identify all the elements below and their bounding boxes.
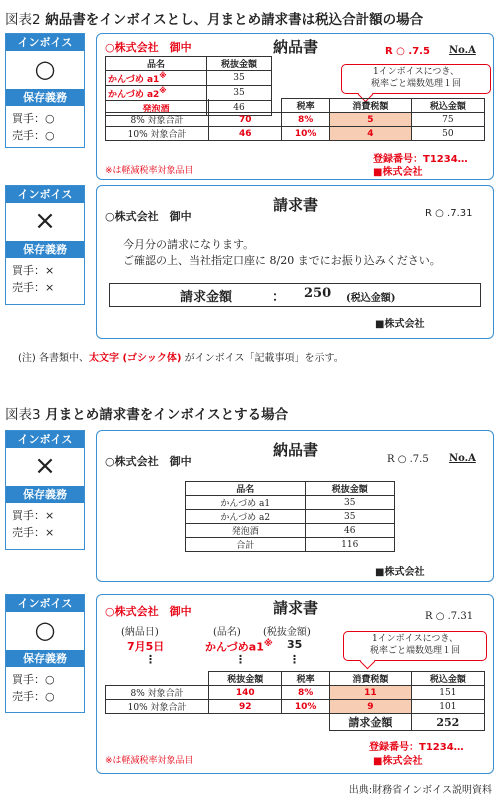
fig3-monthly-invoice: ○株式会社 御中 請求書 R ○ .7.31 (納品日) (品名) (税抜金額) 7月5日 かんづめa1※ 35 ⋮ ⋮ ⋮ 1インボイスにつき、 税率ごと端数処理１回 税抜金額 税率 消費税額 税込金額 8% 対象合計 140 8% 11 151 10% 対象合計 92 10% 9 101 請求金額 252 登録番号：T1234… ※は軽減税率対象品目 ■株式会社 xyxy=(96,594,494,774)
delivery-date: 7月5日 xyxy=(127,640,165,653)
addressee: ○株式会社 御中 xyxy=(105,41,192,54)
fig2-invoice-status-box: インボイス × 保存義務 買手：× 売手：× xyxy=(5,185,85,305)
doc-date: R ○ .7.5 xyxy=(387,454,429,465)
fig3-delivery-note xyxy=(96,430,494,582)
fig2-title: 図表2 納品書をインボイスとし、月まとめ請求書は税込合計額の場合 xyxy=(5,12,424,28)
fig2-remark: (注) 各書類中、太文字 (ゴシック体) がインボイス「記載事項」を示す。 xyxy=(18,353,344,364)
table-row: 10% 対象合計 46 10% 4 50 xyxy=(106,127,485,141)
source-credit: 出典:財務省インボイス説明資料 xyxy=(348,785,492,796)
fig2-delivery-status-box: インボイス ○ 保存義務 買手：○ 売手：○ xyxy=(5,33,85,148)
fig3-invoice-status-box: インボイス ○ 保存義務 買手：○ 売手：○ xyxy=(5,594,85,713)
doc-date: R ○ .7.31 xyxy=(425,208,473,219)
circle-mark: ○ xyxy=(34,55,56,83)
table-row: 発泡酒 46 xyxy=(106,101,272,116)
addressee: ○株式会社 御中 xyxy=(105,210,192,223)
doc-title: 請求書 xyxy=(273,196,319,214)
cross-mark: × xyxy=(34,451,56,481)
table-row: 発泡酒 46 xyxy=(186,524,395,538)
rounding-callout: 1インボイスにつき、 税率ごと端数処理１回 xyxy=(341,64,491,94)
table-row: 8% 対象合計 70 8% 5 75 xyxy=(106,113,485,127)
footnote: ※は軽減税率対象品目 xyxy=(105,756,194,766)
invoice-message-1: 今月分の請求になります。 xyxy=(123,238,255,251)
doc-date: R ○ .7.31 xyxy=(425,611,474,622)
item-name: かんづめa1※ xyxy=(205,638,273,654)
item-table: 品名 税抜金額 かんづめ a1 35 かんづめ a2 35 発泡酒 46 合計 116 xyxy=(185,481,395,552)
rounding-callout: 1インボイスにつき、 税率ごと端数処理１回 xyxy=(343,631,487,661)
doc-number: No.A xyxy=(449,453,476,464)
fig2-monthly-invoice xyxy=(96,185,494,339)
tax-summary-table: 税率 消費税額 税込金額 8% 対象合計 70 8% 5 75 10% 対象合計 46 10% 4 50 xyxy=(105,98,485,141)
issuer: ■株式会社 xyxy=(373,756,423,767)
fig3-title: 図表3 月まとめ請求書をインボイスとする場合 xyxy=(5,407,289,423)
total-label: 請求金額 xyxy=(329,714,411,731)
circle-mark: ○ xyxy=(34,616,56,644)
table-row: かんづめ a1※ 35 xyxy=(106,71,272,86)
addressee: ○株式会社 御中 xyxy=(105,605,192,618)
issuer: ■株式会社 xyxy=(375,319,425,330)
fig3-delivery-status-box: インボイス × 保存義務 買手：× 売手：× xyxy=(5,430,85,550)
table-row: 10% 対象合計 92 10% 9 101 xyxy=(106,700,485,714)
table-row: かんづめ a2※ 35 xyxy=(106,86,272,101)
doc-title: 納品書 xyxy=(273,38,319,56)
footnote: ※は軽減税率対象品目 xyxy=(105,166,194,176)
total-value: 252 xyxy=(411,714,484,731)
table-row: かんづめ a1 35 xyxy=(186,496,395,510)
invoice-amount-box: 請求金額 ： 250 (税込金額) xyxy=(109,283,481,307)
doc-title: 請求書 xyxy=(273,599,319,617)
addressee: ○株式会社 御中 xyxy=(105,455,192,468)
issuer: ■株式会社 xyxy=(373,167,423,178)
table-row: 合計 116 xyxy=(186,538,395,552)
table-row: かんづめ a2 35 xyxy=(186,510,395,524)
registration-number: 登録番号：T1234… xyxy=(369,742,464,753)
fig2-delivery-note xyxy=(96,33,494,180)
invoice-message-2: ご確認の上、当社指定口座に 8/20 までにお振り込みください。 xyxy=(123,254,441,267)
doc-number: No.A xyxy=(449,45,476,56)
tax-summary-table: 税抜金額 税率 消費税額 税込金額 8% 対象合計 140 8% 11 151 10% 対象合計 92 10% 9 101 請求金額 252 xyxy=(105,671,485,731)
item-amount: 35 xyxy=(287,638,303,651)
doc-date: R ○ .7.5 xyxy=(385,46,430,57)
item-table: 品名 税抜金額 かんづめ a1※ 35 かんづめ a2※ 35 発泡酒 46 xyxy=(105,56,272,116)
doc-title: 納品書 xyxy=(273,441,319,459)
registration-number: 登録番号：T1234… xyxy=(373,154,468,165)
table-row: 8% 対象合計 140 8% 11 151 xyxy=(106,686,485,700)
issuer: ■株式会社 xyxy=(375,567,425,578)
cross-mark: × xyxy=(34,206,56,236)
